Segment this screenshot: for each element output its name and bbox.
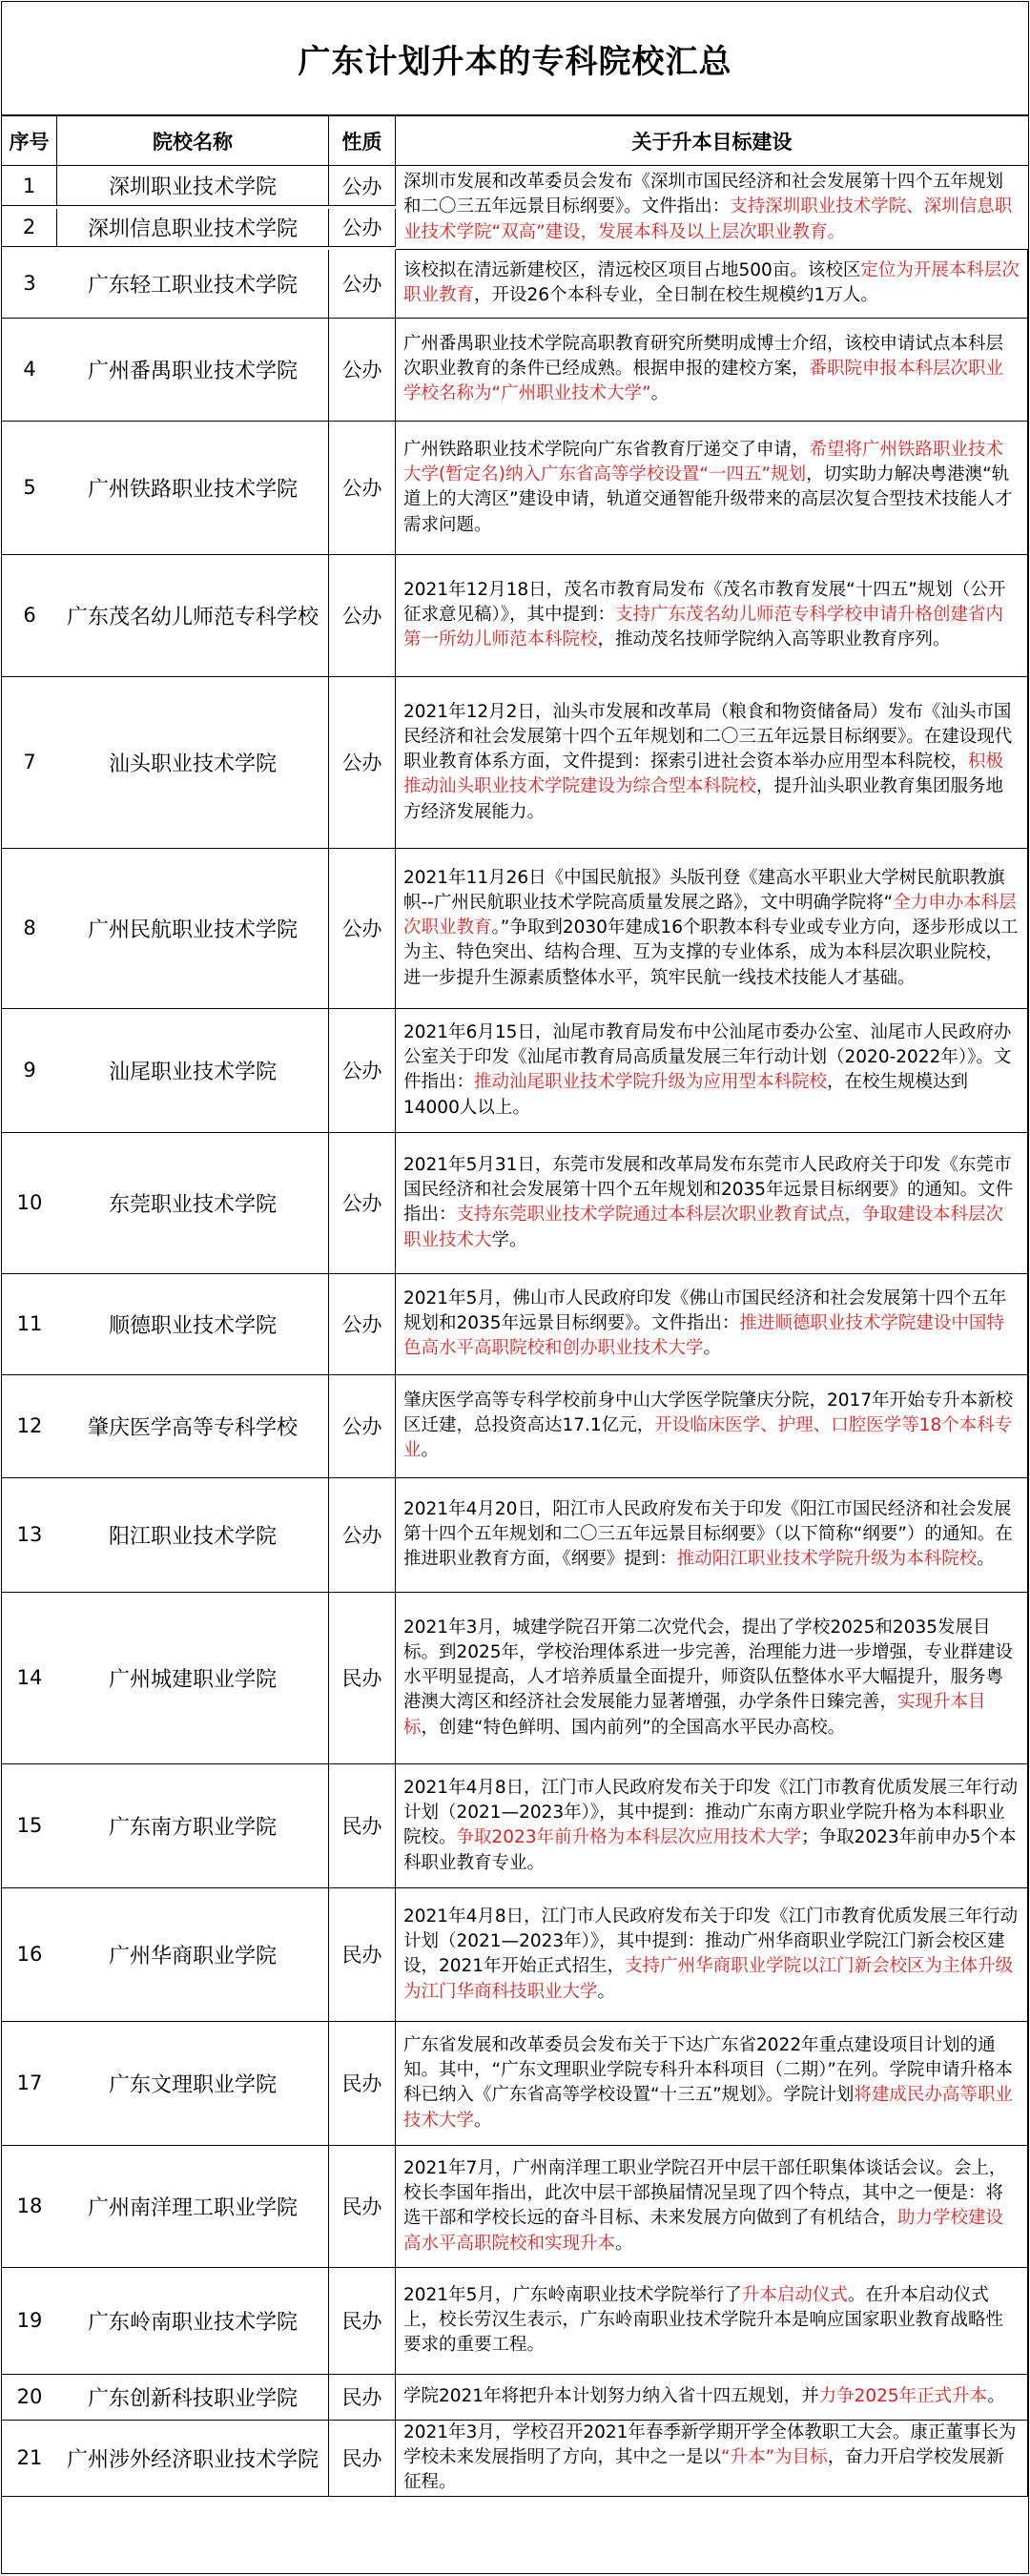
row-number: 18 xyxy=(2,2146,57,2268)
goal-text-segment: ，在校生规模达到14000人以上。 xyxy=(403,1072,969,1118)
goal-text xyxy=(403,2033,1020,2133)
highlighted-goal-text: “升本”为目标 xyxy=(721,2447,828,2468)
school-type: 民办 xyxy=(329,2375,396,2421)
goal-text-segment: 2021年5月，佛山市人民政府印发《佛山市国民经济和社会发展第十四个五年规划和2035年远景目标纲要》。文件指出： xyxy=(403,1288,1007,1334)
highlighted-goal-text: 希望将广州铁路职业技术大学(暂定名)纳入广东省高等学校设置“一四五”规划 xyxy=(403,439,1004,485)
school-name: 汕尾职业技术学院 xyxy=(57,1009,329,1133)
goal-text-segment: 。”争取到2030年建成16个职教本科专业或专业方向，逐步形成以工为主、特色突出、结构合理、互为支撑的专业体系，成为本科层次职业院校，进一步提升生源素质整体水平，筑牢民航一线技术技能人才基础。 xyxy=(403,917,1019,988)
goal-text-segment: 2021年6月15日，汕尾市教育局发布中公汕尾市委办公室、汕尾市人民政府办公室关于印发《汕尾市教育局高质量发展三年行动计划（2020-2022年）》。文件指出： xyxy=(403,1021,1012,1093)
row-number: 6 xyxy=(2,555,57,677)
highlighted-goal-text: 升本启动仪式 xyxy=(741,2284,848,2305)
school-name: 广州华商职业学院 xyxy=(57,1888,329,2022)
goal-text-segment: 肇庆医学高等专科学校前身中山大学医学院肇庆分院，2017年开始专升本新校区迁建，总投资高达17.1亿元， xyxy=(403,1390,1014,1436)
goal-text xyxy=(403,1153,1020,1253)
goal-description xyxy=(396,166,1028,250)
header-goal: 关于升本目标建设 xyxy=(396,116,1028,166)
goal-text xyxy=(403,578,1020,653)
row-number: 5 xyxy=(2,422,57,555)
school-type: 公办 xyxy=(329,250,396,319)
goal-text xyxy=(403,1389,1020,1464)
highlighted-goal-text: 定位为开展本科层次职业教育 xyxy=(403,260,1020,306)
goal-text xyxy=(403,258,1020,309)
school-name: 阳江职业技术学院 xyxy=(57,1478,329,1593)
goal-text-segment: 广东省发展和改革委员会发布关于下达广东省2022年重点建设项目计划的通知。其中，“广东文理职业学院专科升本科项目（二期）”在列。学院申请升格本科已纳入《广东省高等学校设置“十三五”规划》。学院计划 xyxy=(403,2034,1013,2106)
goal-description xyxy=(396,1375,1028,1478)
school-name: 广州铁路职业技术学院 xyxy=(57,422,329,555)
row-number: 1 xyxy=(2,166,57,206)
goal-text-segment: 。 xyxy=(703,1338,722,1359)
goal-description xyxy=(396,319,1028,422)
school-name: 广东文理职业学院 xyxy=(57,2022,329,2146)
school-name: 东莞职业技术学院 xyxy=(57,1133,329,1274)
row-number: 9 xyxy=(2,1009,57,1133)
summary-table xyxy=(1,1,1029,2574)
highlighted-goal-text: 支持深圳职业技术学院、深圳信息职业技术学院“双高”建设，发展本科及以上层次职业教育。 xyxy=(403,196,1013,242)
school-type: 公办 xyxy=(329,1478,396,1593)
school-type: 公办 xyxy=(329,677,396,849)
row-number: 13 xyxy=(2,1478,57,1593)
school-type: 民办 xyxy=(329,2421,396,2497)
highlighted-goal-text: 支持广东茂名幼儿师范专科学校申请升格创建省内第一所幼儿师范本科院校 xyxy=(403,605,1004,650)
goal-text-segment: 2021年11月26日《中国民航报》头版刊登《建高水平职业大学树民航职教旗帜--广州民航职业技术学院高质量发展之路》，文中明确学院将“ xyxy=(403,867,1005,913)
goal-text-segment: 。 xyxy=(987,2386,1005,2407)
highlighted-goal-text: 推进顺德职业技术学院建设中国特色高水平高职院校和创办职业技术大学 xyxy=(403,1313,1004,1359)
goal-text xyxy=(403,700,1020,825)
school-type: 公办 xyxy=(329,1009,396,1133)
school-type: 公办 xyxy=(329,849,396,1009)
school-type: 民办 xyxy=(329,1593,396,1764)
school-name: 广东南方职业学院 xyxy=(57,1764,329,1888)
school-type: 公办 xyxy=(329,1274,396,1375)
highlighted-goal-text: 开设临床医学、护理、口腔医学等18个本科专业 xyxy=(403,1415,1013,1461)
goal-text xyxy=(403,1776,1020,1876)
goal-text-segment: 2021年5月，广东岭南职业技术学院举行了 xyxy=(403,2284,742,2305)
goal-description xyxy=(396,2022,1028,2146)
goal-description xyxy=(396,2268,1028,2375)
school-name: 广东创新科技职业学院 xyxy=(57,2375,329,2421)
goal-description xyxy=(396,2146,1028,2268)
school-name: 深圳职业技术学院 xyxy=(57,166,329,206)
row-number: 14 xyxy=(2,1593,57,1764)
goal-text xyxy=(403,2421,1020,2496)
highlighted-goal-text: 将建成民办高等职业技术大学 xyxy=(403,2085,1013,2131)
goal-text xyxy=(403,1616,1020,1741)
highlighted-goal-text: 力争2025年正式升本 xyxy=(818,2386,988,2407)
school-type: 公办 xyxy=(329,209,396,247)
goal-text-segment: 广州铁路职业技术学院向广东省教育厅递交了申请， xyxy=(403,439,810,460)
row-number: 4 xyxy=(2,319,57,422)
goal-text-segment: 。在升本启动仪式上，校长劳汉生表示，广东岭南职业技术学院升本是响应国家职业教育战略性要求的重要工程。 xyxy=(403,2284,1004,2356)
goal-description xyxy=(396,1009,1028,1133)
school-name: 顺德职业技术学院 xyxy=(57,1274,329,1375)
goal-text-segment: 2021年5月31日，东莞市发展和改革局发布东莞市人民政府关于印发《东莞市国民经济和社会发展第十四个五年规划和2035年远景目标纲要》的通知。文件指出： xyxy=(403,1154,1014,1226)
row-number: 11 xyxy=(2,1274,57,1375)
school-type: 公办 xyxy=(329,422,396,555)
goal-text xyxy=(403,1905,1020,2005)
goal-text-segment: 学院2021年将把升本计划努力纳入省十四五规划，并 xyxy=(403,2386,819,2407)
header-no: 序号 xyxy=(2,116,57,166)
school-name: 广州南洋理工职业学院 xyxy=(57,2146,329,2268)
row-number: 17 xyxy=(2,2022,57,2146)
goal-description xyxy=(396,1888,1028,2022)
goal-text-segment: 。 xyxy=(474,2110,492,2131)
school-type: 民办 xyxy=(329,1888,396,2022)
highlighted-goal-text: 番职院申报本科层次职业学校名称为“广州职业技术大学” xyxy=(403,359,1004,404)
goal-text-segment: 2021年4月8日，江门市人民政府发布关于印发《江门市教育优质发展三年行动计划（2021—2023年）》，其中提到：推动广东南方职业学院升格为本科职业院校。 xyxy=(403,1777,1019,1848)
row-number: 16 xyxy=(2,1888,57,2022)
highlighted-goal-text: 推动汕尾职业技术学院升级为应用型本科院校 xyxy=(474,1072,828,1093)
goal-description xyxy=(396,555,1028,677)
highlighted-goal-text: 实现升本目标 xyxy=(403,1692,986,1738)
goal-text-segment: ，提升汕头职业教育集团服务地方经济发展能力。 xyxy=(403,776,1004,822)
goal-text xyxy=(403,2156,1020,2257)
goal-text xyxy=(403,2283,1020,2359)
school-type: 公办 xyxy=(329,166,396,206)
goal-text-segment: ；争取2023年前申办5个本科职业教育专业。 xyxy=(403,1827,1017,1873)
highlighted-goal-text: 助力学校建设高水平高职院校和实现升本 xyxy=(403,2208,1004,2254)
goal-text-segment: 深圳市发展和改革委员会发布《深圳市国民经济和社会发展第十四个五年规划和二〇三五年远景目标纲要》。文件指出： xyxy=(403,172,1004,217)
header-type: 性质 xyxy=(329,116,396,166)
school-name: 肇庆医学高等专科学校 xyxy=(57,1375,329,1478)
goal-description xyxy=(396,1478,1028,1593)
goal-text-segment: ，开设26个本科专业，全日制在校生规模约1万人。 xyxy=(474,285,878,306)
school-type: 民办 xyxy=(329,2022,396,2146)
goal-text xyxy=(403,170,1020,245)
goal-description xyxy=(396,1593,1028,1764)
highlighted-goal-text: 积极推动汕头职业技术学院建设为综合型本科院校 xyxy=(403,752,1004,797)
school-name: 广州城建职业学院 xyxy=(57,1593,329,1764)
row-number: 19 xyxy=(2,2268,57,2375)
school-name: 广州民航职业技术学院 xyxy=(57,849,329,1009)
school-name: 广东轻工职业技术学院 xyxy=(57,250,329,319)
row-number: 8 xyxy=(2,849,57,1009)
goal-text-segment: 2021年12月18日，茂名市教育局发布《茂名市教育发展“十四五”规划（公开征求意见稿）》，其中提到： xyxy=(403,579,1006,626)
goal-text xyxy=(403,1020,1020,1121)
highlighted-goal-text: 争取2023年前升格为本科层次应用技术大学 xyxy=(456,1827,802,1848)
goal-text xyxy=(403,332,1020,407)
goal-text xyxy=(403,1287,1020,1362)
school-type: 民办 xyxy=(329,2268,396,2375)
row-number: 7 xyxy=(2,677,57,849)
row-number: 3 xyxy=(2,250,57,319)
school-type: 民办 xyxy=(329,2146,396,2268)
highlighted-goal-text: 全力申办本科层次职业教育 xyxy=(403,892,1017,938)
row-number: 12 xyxy=(2,1375,57,1478)
goal-description xyxy=(396,1764,1028,1888)
goal-description xyxy=(396,250,1028,319)
row-number: 20 xyxy=(2,2375,57,2421)
goal-text-segment: 2021年4月8日，江门市人民政府发布关于印发《江门市教育优质发展三年行动计划（2021—2023年）》，其中提到：推动广州华商职业学院江门新会校区建设，2021年开始正式招生， xyxy=(403,1906,1019,1977)
title-row xyxy=(2,2,1028,116)
row-number: 2 xyxy=(2,209,57,247)
row-number: 10 xyxy=(2,1133,57,1274)
row-number: 15 xyxy=(2,1764,57,1888)
school-name: 广州番禺职业技术学院 xyxy=(57,319,329,422)
goal-description xyxy=(396,422,1028,555)
goal-description xyxy=(396,2375,1028,2421)
goal-text-segment: 。 xyxy=(977,1549,995,1570)
goal-description xyxy=(396,677,1028,849)
goal-text-segment: 学。 xyxy=(491,1229,527,1250)
goal-text-segment: 该校拟在清远新建校区，清远校区项目占地500亩。该校区 xyxy=(403,260,861,281)
goal-description xyxy=(396,1274,1028,1375)
goal-text-segment: 。 xyxy=(421,1440,440,1461)
goal-text-segment: 。 xyxy=(650,383,670,404)
goal-text xyxy=(403,866,1020,991)
goal-description xyxy=(396,2421,1028,2497)
page-title: 广东计划升本的专科院校汇总 xyxy=(298,42,732,81)
goal-text-segment: ，切实助力解决粤港澳“轨道上的大湾区”建设申请，轨道交通智能升级带来的高层次复合型技术技能人才需求问题。 xyxy=(403,464,1013,535)
school-type: 公办 xyxy=(329,1375,396,1478)
goal-text-segment: 。 xyxy=(615,2233,633,2254)
school-type: 公办 xyxy=(329,319,396,422)
school-type: 公办 xyxy=(329,1133,396,1274)
goal-text-segment: ，奋力开启学校发展新征程。 xyxy=(403,2447,1004,2493)
school-name: 汕头职业技术学院 xyxy=(57,677,329,849)
goal-text-segment: 2021年4月20日，阳江市人民政府发布关于印发《阳江市国民经济和社会发展第十四个五年规划和二〇三五年远景目标纲要》（以下简称“纲要”）的通知。在推进职业教育方面，《纲要》提到： xyxy=(403,1498,1013,1570)
school-name: 广州涉外经济职业技术学院 xyxy=(57,2421,329,2497)
goal-text xyxy=(403,2384,1020,2409)
goal-text xyxy=(403,438,1020,538)
school-name: 深圳信息职业技术学院 xyxy=(57,209,329,247)
goal-text-segment: 广州番禺职业技术学院高职教育研究所樊明成博士介绍，该校申请试点本科层次职业教育的条件已经成熟。根据申报的建校方案， xyxy=(403,333,1004,380)
school-name: 广东岭南职业技术学院 xyxy=(57,2268,329,2375)
goal-description xyxy=(396,1133,1028,1274)
goal-text-segment: 。 xyxy=(597,1981,616,2002)
school-name: 广东茂名幼儿师范专科学校 xyxy=(57,555,329,677)
highlighted-goal-text: 支持东莞职业技术学院通过本科层次职业教育试点，争取建设本科层次职业技术大 xyxy=(403,1205,1004,1250)
school-type: 公办 xyxy=(329,555,396,677)
goal-text-segment: 2021年3月，学校召开2021年春季新学期开学全体教职工大会。康正董事长为学校未来发展指明了方向，其中之一是以 xyxy=(403,2421,1017,2468)
goal-text-segment: ，推动茂名技师学院纳入高等职业教育序列。 xyxy=(597,629,951,650)
highlighted-goal-text: 支持广州华商职业学院以江门新会校区为主体升级为江门华商科技职业大学 xyxy=(403,1956,1014,2002)
goal-text-segment: ，创建“特色鲜明、国内前列”的全国高水平民办高校。 xyxy=(421,1717,846,1738)
header-name: 院校名称 xyxy=(57,116,329,166)
goal-text-segment: 2021年12月2日，汕头市发展和改革局（粮食和物资储备局）发布《汕头市国民经济和社会发展第十四个五年规划和二〇三五年远景目标纲要》。在建设现代职业教育体系方面，文件提到：探索引进社会资本举办应用型本科院校， xyxy=(403,701,1013,773)
goal-description xyxy=(396,849,1028,1009)
goal-text xyxy=(403,1497,1020,1573)
goal-text-segment: 2021年7月，广州南洋理工职业学院召开中层干部任职集体谈话会议。会上，校长李国年指出，此次中层干部换届情况呈现了四个特点，其中之一便是：将选干部和学校长远的奋斗目标、未来发展方向做到了有机结合， xyxy=(403,2157,1007,2229)
highlighted-goal-text: 推动阳江职业技术学院升级为本科院校 xyxy=(676,1549,978,1570)
school-type: 民办 xyxy=(329,1764,396,1888)
goal-text-segment: 2021年3月，城建学院召开第二次党代会，提出了学校2025和2035发展目标。到2025年，学校治理体系进一步完善，治理能力进一步增强，专业群建设水平明显提高，人才培养质量全面提升，师资队伍整体水平大幅提升，服务粤港澳大湾区和经济社会发展能力显著增强，办学条件日臻完善， xyxy=(403,1617,1014,1713)
table-grid xyxy=(2,116,1028,2497)
row-number: 21 xyxy=(2,2421,57,2497)
